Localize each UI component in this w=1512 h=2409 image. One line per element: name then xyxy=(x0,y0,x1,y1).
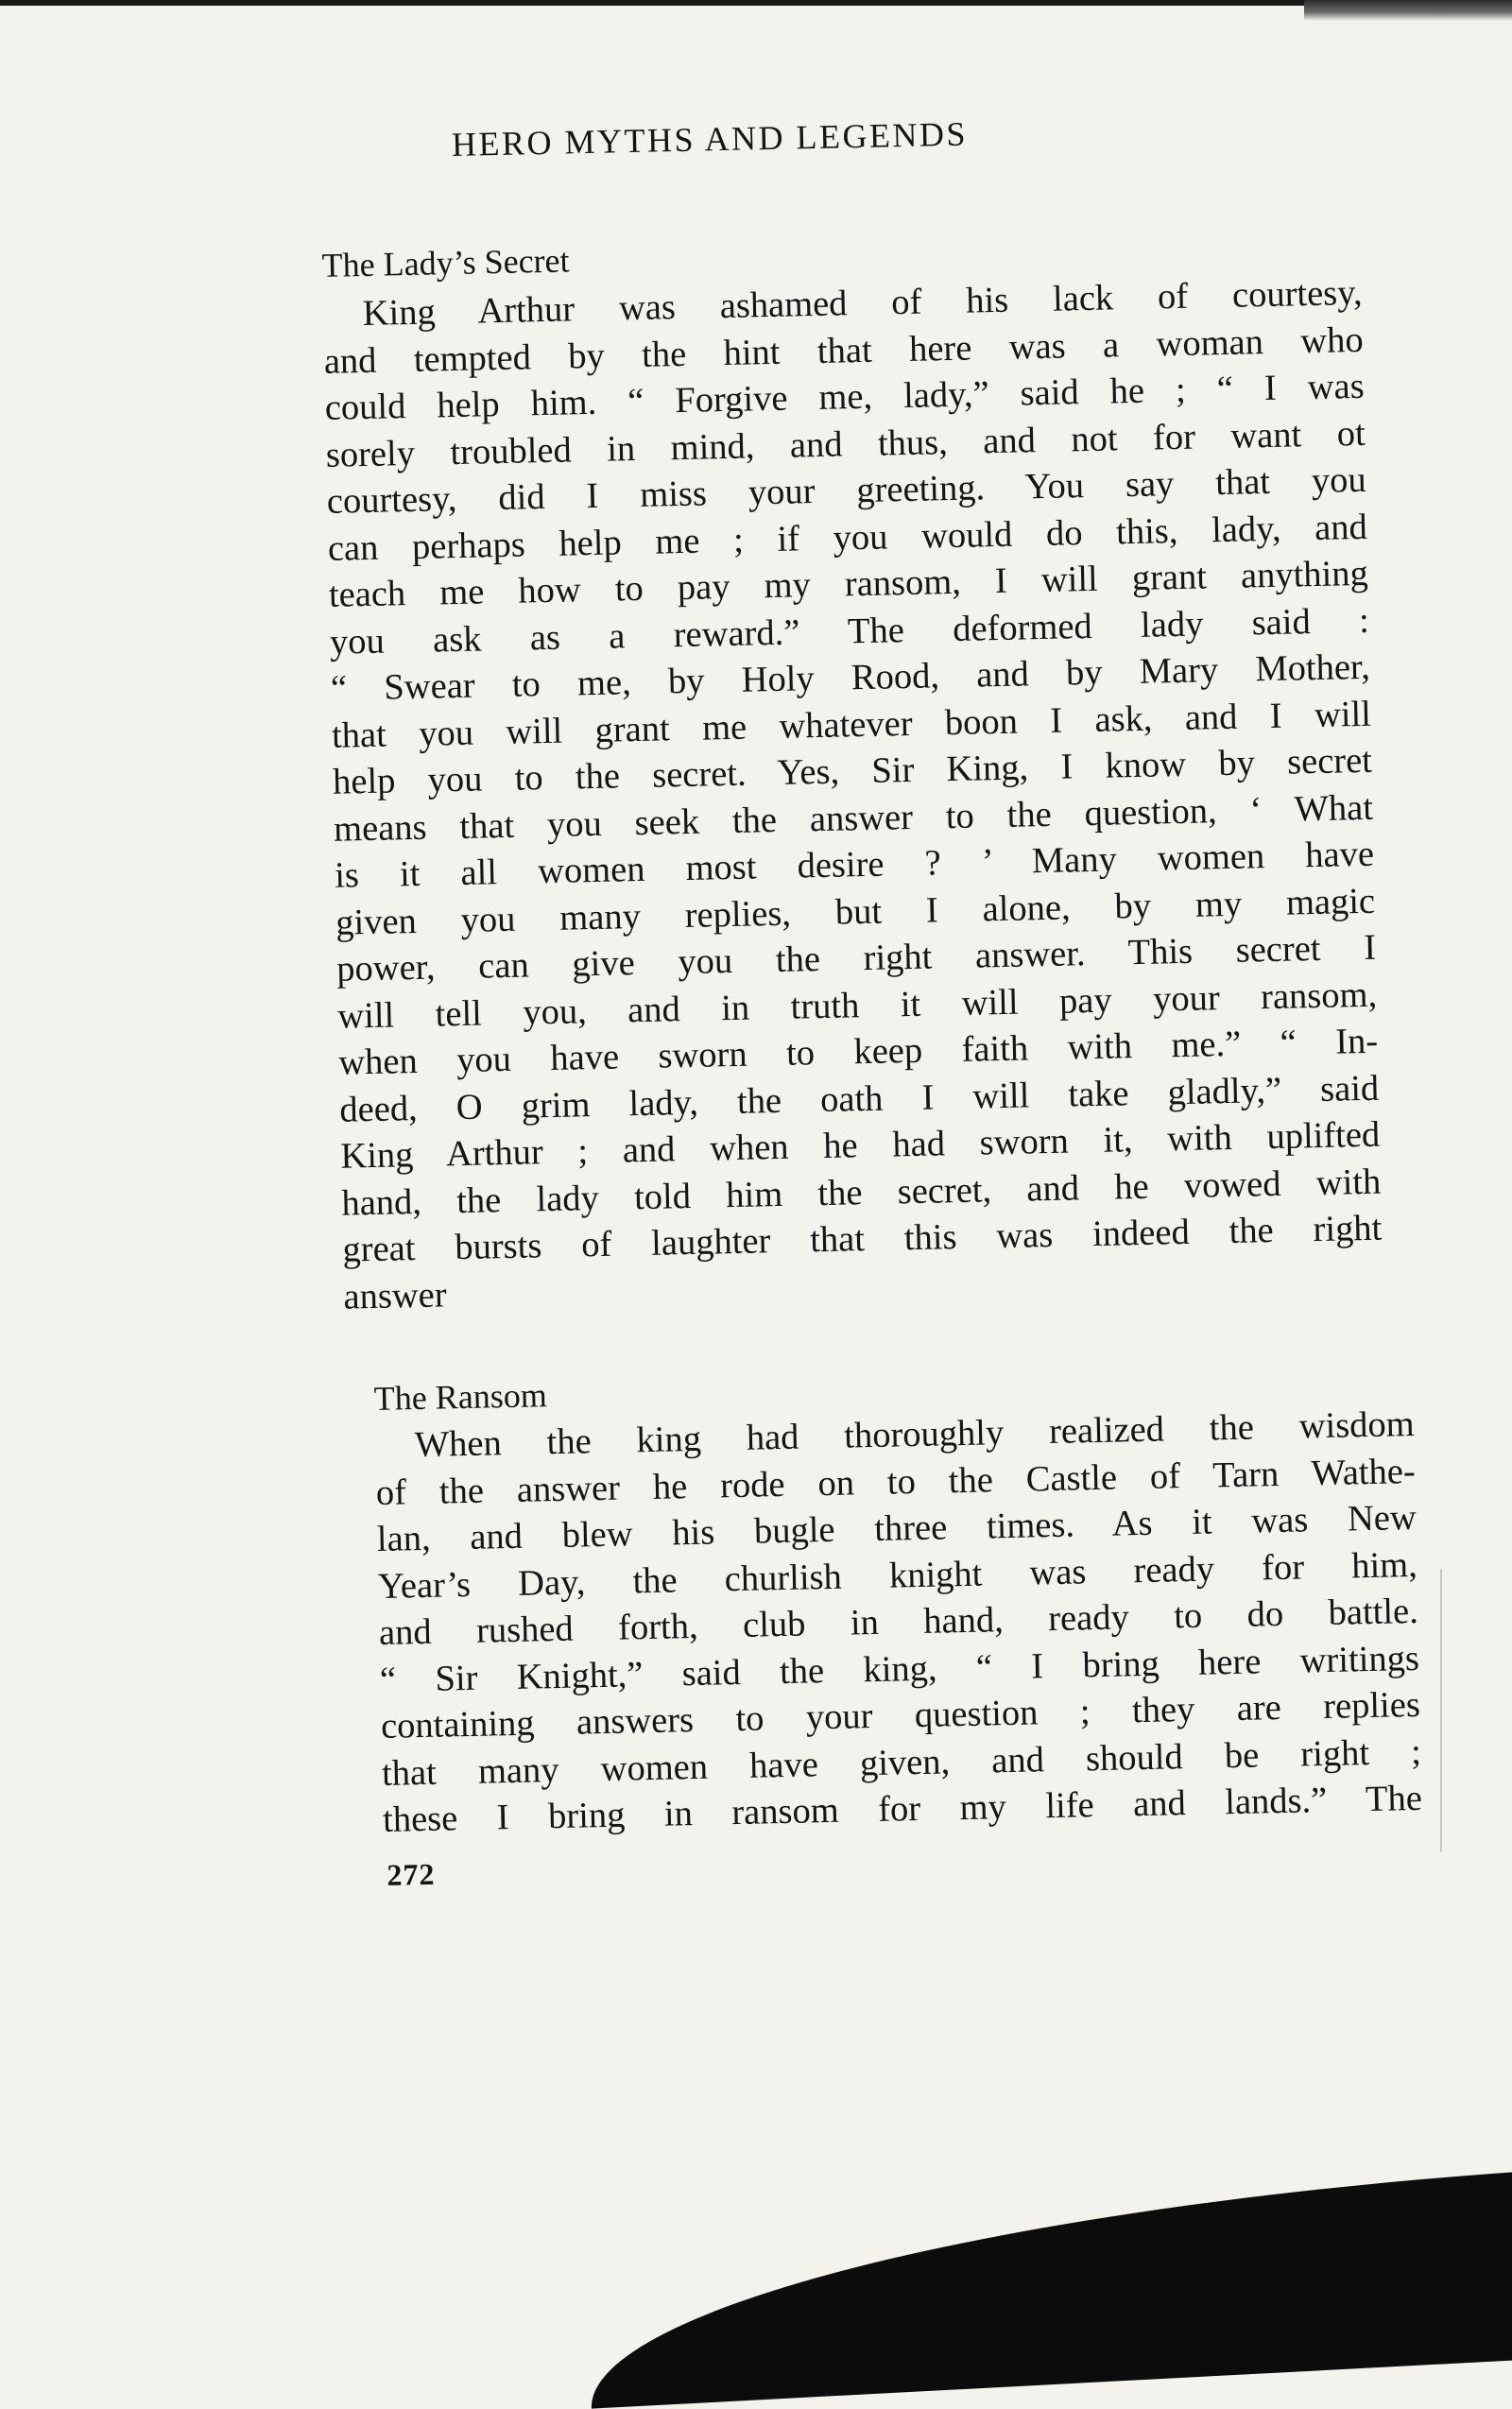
paragraph xyxy=(322,270,1383,1321)
text-line: help you to the secret. Yes, Sir King, I know by secret xyxy=(332,740,1373,802)
text-line: of the answer he rode on to the Castle of Tarn Wathe- xyxy=(375,1451,1417,1513)
section-heading: The Lady’s Secret xyxy=(321,241,570,284)
text-line: could help him. “ Forgive me, lady,” said he ; “ I was xyxy=(324,366,1366,428)
text-line: answer xyxy=(343,1274,447,1317)
running-head: HERO MYTHS AND LEGENDS xyxy=(451,114,969,163)
text-line: Year’s Day, the churlish knight was ready for him, xyxy=(377,1544,1418,1607)
paragraph xyxy=(374,1402,1422,1844)
text-line: containing answers to your question ; they are replies xyxy=(380,1684,1421,1747)
text-line: is it all women most desire ? ’ Many women have xyxy=(334,834,1375,896)
text-line: and rushed forth, club in hand, ready to do battle. xyxy=(378,1591,1419,1653)
text-line: you ask as a reward.” The deformed lady said : xyxy=(329,600,1370,662)
text-line: hand, the lady told him the secret, and he vowed with xyxy=(341,1161,1382,1224)
section-heading: The Ransom xyxy=(373,1376,548,1419)
section-ransom xyxy=(373,1354,1422,1844)
page-number: 272 xyxy=(386,1856,436,1892)
text-line: these I bring in ransom for my life and lands.” The xyxy=(382,1778,1423,1840)
text-line: can perhaps help me ; if you would do this, lady, and xyxy=(327,507,1368,569)
text-line: that many women have given, and should be right ; xyxy=(381,1731,1422,1794)
text-line: and tempted by the hint that here was a woman who xyxy=(323,319,1365,382)
text-line: deed, O grim lady, the oath I will take gladly,” said xyxy=(338,1068,1380,1130)
text-line: “ Sir Knight,” said the king, “ I bring here writings xyxy=(379,1638,1420,1700)
text-line: great bursts of laughter that this was indeed the right xyxy=(342,1208,1383,1270)
text-line: King Arthur was ashamed of his lack of courtesy, xyxy=(362,272,1363,335)
text-line: power, can give you the right answer. This secret I xyxy=(335,927,1377,989)
text-line: when you have sworn to keep faith with me.” “ In- xyxy=(337,1021,1379,1083)
text-line: means that you seek the answer to the question, ‘ What xyxy=(333,787,1374,850)
text-line: will tell you, and in truth it will pay your ransom, xyxy=(336,974,1378,1037)
text-line: King Arthur ; and when he had sworn it, with uplifted xyxy=(339,1114,1381,1177)
text-line: teach me how to pay my ransom, I will grant anything xyxy=(328,553,1369,615)
text-line: that you will grant me whatever boon I ask, and I will xyxy=(331,694,1372,756)
section-ladys-secret xyxy=(321,221,1383,1321)
margin-shadow-line xyxy=(1440,1569,1442,1852)
text-line: “ Swear to me, by Holy Rood, and by Mary Mother, xyxy=(330,646,1371,709)
text-line: courtesy, did I miss your greeting. You say that you xyxy=(326,459,1367,522)
text-line: When the king had thoroughly realized the wisdom xyxy=(414,1403,1416,1466)
text-line: sorely troubled in mind, and thus, and not for want ot xyxy=(325,413,1366,475)
text-line: given you many replies, but I alone, by my magic xyxy=(335,881,1376,943)
text-line: lan, and blew his bugle three times. As it was New xyxy=(376,1497,1418,1559)
